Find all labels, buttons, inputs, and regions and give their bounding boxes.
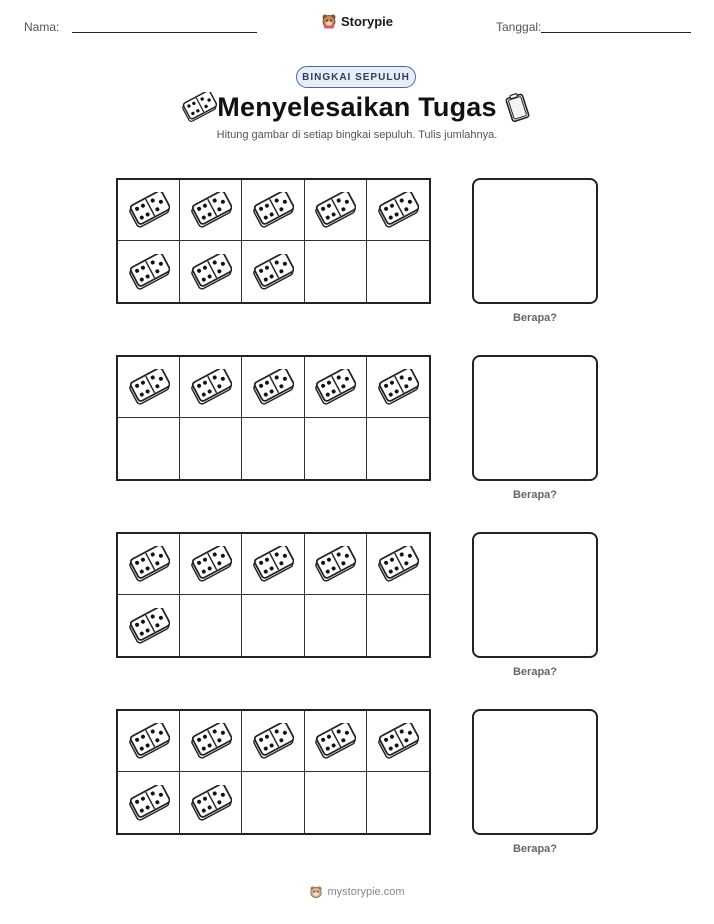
ten-frame-cell (180, 357, 242, 418)
answer-prompt: Berapa? (512, 489, 558, 501)
ten-frame-cell (118, 595, 180, 656)
ten-frame-cell (180, 241, 242, 302)
ten-frame-cell (118, 711, 180, 772)
ten-frame-cell (118, 772, 180, 833)
ten-frame-cell (305, 595, 367, 656)
ten-frame (116, 532, 431, 658)
domino-icon (190, 192, 232, 228)
ten-frame-cell (305, 534, 367, 595)
ten-frame-cell (118, 241, 180, 302)
ten-frame-cell (305, 772, 367, 833)
ten-frame-cell (367, 772, 429, 833)
domino-icon (128, 546, 170, 582)
domino-icon (128, 254, 170, 290)
page-title: Menyelesaikan Tugas (217, 92, 497, 122)
answer-prompt: Berapa? (512, 843, 558, 855)
domino-icon (252, 192, 294, 228)
ten-frame-cell (242, 772, 304, 833)
ten-frame-cell (180, 595, 242, 656)
ten-frame-cell (242, 418, 304, 479)
domino-icon (252, 723, 294, 759)
ten-frame (116, 355, 431, 481)
domino-icon (377, 723, 419, 759)
bear-mascot-icon (309, 885, 323, 899)
domino-icon (314, 546, 356, 582)
domino-icon (128, 608, 170, 644)
footer (0, 885, 714, 899)
ten-frame-cell (305, 241, 367, 302)
domino-icon (190, 546, 232, 582)
domino-icon (128, 192, 170, 228)
name-label: Nama: (24, 20, 60, 34)
answer-box[interactable] (472, 532, 598, 658)
domino-icon (314, 192, 356, 228)
ten-frame-cell (242, 711, 304, 772)
ten-frame-cell (118, 418, 180, 479)
domino-icon (190, 785, 232, 821)
ten-frame-cell (367, 711, 429, 772)
answer-box[interactable] (472, 178, 598, 304)
date-line[interactable] (541, 32, 691, 33)
domino-icon (377, 546, 419, 582)
domino-icon (377, 369, 419, 405)
ten-frame-cell (367, 241, 429, 302)
tablet-icon (502, 92, 532, 124)
answer-prompt: Berapa? (512, 666, 558, 678)
ten-frame-cell (180, 772, 242, 833)
ten-frame-cell (242, 357, 304, 418)
name-line[interactable] (72, 32, 257, 33)
ten-frame (116, 178, 431, 304)
domino-icon (128, 369, 170, 405)
ten-frame-cell (118, 534, 180, 595)
domino-icon (314, 723, 356, 759)
ten-frame-cell (180, 534, 242, 595)
domino-icon (128, 785, 170, 821)
domino-icon (190, 723, 232, 759)
ten-frame-cell (118, 180, 180, 241)
ten-frame-cell (118, 357, 180, 418)
ten-frame-cell (367, 418, 429, 479)
ten-frame-cell (242, 180, 304, 241)
domino-icon (314, 369, 356, 405)
bear-mascot-icon (321, 13, 337, 29)
domino-icon (252, 546, 294, 582)
ten-frame-cell (367, 357, 429, 418)
domino-icon (377, 192, 419, 228)
ten-frame-cell (305, 357, 367, 418)
ten-frame-cell (367, 595, 429, 656)
ten-frame-cell (242, 241, 304, 302)
brand-logo (0, 13, 714, 29)
instructions: Hitung gambar di setiap bingkai sepuluh. Tulis jumlahnya. (216, 129, 498, 141)
domino-icon (190, 369, 232, 405)
ten-frame-cell (180, 180, 242, 241)
ten-frame-cell (180, 711, 242, 772)
ten-frame (116, 709, 431, 835)
footer-url: mystorypie.com (327, 886, 405, 898)
domino-icon (128, 723, 170, 759)
answer-box[interactable] (472, 709, 598, 835)
ten-frame-cell (305, 418, 367, 479)
category-badge: BINGKAI SEPULUH (296, 66, 416, 88)
ten-frame-cell (305, 711, 367, 772)
domino-icon (252, 254, 294, 290)
ten-frame-cell (242, 595, 304, 656)
answer-box[interactable] (472, 355, 598, 481)
domino-icon (190, 254, 232, 290)
answer-prompt: Berapa? (512, 312, 558, 324)
ten-frame-cell (242, 534, 304, 595)
ten-frame-cell (367, 534, 429, 595)
date-label: Tanggal: (496, 20, 542, 34)
ten-frame-cell (367, 180, 429, 241)
domino-icon (252, 369, 294, 405)
brand-name: Storypie (340, 13, 393, 29)
ten-frame-cell (180, 418, 242, 479)
ten-frame-cell (305, 180, 367, 241)
